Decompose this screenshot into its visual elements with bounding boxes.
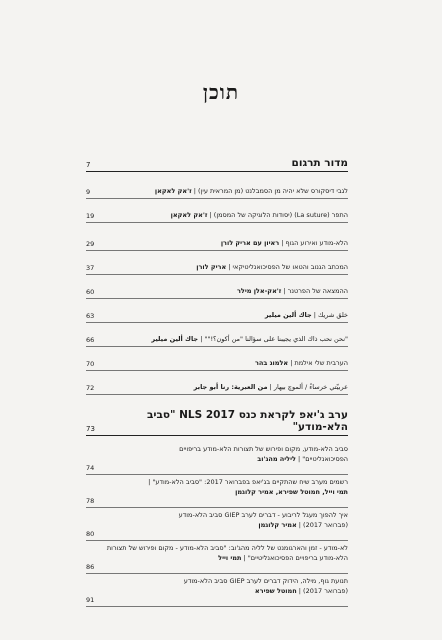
entry-author: אריק לורן <box>196 263 227 271</box>
entry-title: عربيّتي خرساءُ / ألموچ بيهار | <box>269 383 348 391</box>
page-number: 7 <box>86 161 91 169</box>
entry-title: הלא-מודע ואירוע הגוף | <box>281 239 348 247</box>
section-header <box>86 157 348 172</box>
toc-entry[interactable] <box>86 541 348 574</box>
entry-title-line: איך להפוך מעגל לריבוע - דברים לערב GIEP סביב הלא-מודע <box>178 511 348 519</box>
toc-entry[interactable] <box>86 275 348 299</box>
entry-title-line: (פברואר 2017) | <box>298 521 348 529</box>
entry-author: אלמוג בהר <box>255 359 289 367</box>
page-number: 78 <box>86 497 95 505</box>
page-number: 86 <box>86 563 95 571</box>
toc-entry[interactable] <box>86 442 348 475</box>
entry-author: جاك ألين ميلير <box>151 335 199 343</box>
page-number: 60 <box>86 288 95 296</box>
entry-author: ז'אק-אלן מילר <box>236 287 282 295</box>
toc-entry[interactable] <box>86 199 348 223</box>
section-title: ערב ג'יאפ לקראת כנס NLS 2017 "סביב הלא-מודע" <box>146 409 348 433</box>
page-number: 37 <box>86 264 95 272</box>
entry-title-line: סביב הלא-מודע, מקום ופירוש של תצורות הלא-מודע בריפויים <box>179 445 348 453</box>
entry-author: ז'אק לאקאן <box>154 187 192 195</box>
toc-entry[interactable] <box>86 574 348 607</box>
entry-title-line: רשמים מערב שיח שהתקיים בג'יאפ בפברואר 2017: "סביב הלא-מודע" | <box>148 478 348 486</box>
entry-title-line: הפסיכואנליטיים" | <box>298 455 348 463</box>
entry-author: אמיר קלוגמן <box>258 521 297 529</box>
page-number: 74 <box>86 464 95 472</box>
page-number: 70 <box>86 360 95 368</box>
toc-entry[interactable] <box>86 508 348 541</box>
toc-entry[interactable] <box>86 178 348 199</box>
entry-title: הערבית שלי אילמת | <box>290 359 348 367</box>
section-title: מדור תרגום <box>291 157 348 169</box>
entry-author: من العبرية: رنا أبو جابر <box>193 383 268 391</box>
section-header <box>86 409 348 436</box>
toc-entry[interactable] <box>86 299 348 323</box>
entry-title: خلق شريك | <box>313 311 348 319</box>
toc-entry[interactable] <box>86 371 348 395</box>
page-number: 29 <box>86 240 95 248</box>
page-number: 91 <box>86 596 95 604</box>
page-number: 73 <box>86 425 95 433</box>
page-number: 80 <box>86 530 95 538</box>
page-number: 72 <box>86 384 95 392</box>
entry-author: חמוטל שפירא <box>254 587 297 595</box>
entry-title: המכתב הגנוב והטאו של הפסיכואנליטיקאי | <box>228 263 348 271</box>
entry-author: תמי וייל, חמוטל שפירא, אמיר קלוגמן <box>235 488 348 496</box>
entry-title-line: (פברואר 2017) | <box>298 587 348 595</box>
entry-author: ראיון עם אריק לורן <box>220 239 280 247</box>
toc-entry[interactable] <box>86 251 348 275</box>
table-of-contents <box>86 157 348 607</box>
toc-entry[interactable] <box>86 323 348 347</box>
entry-title-line: הלא-מודע בריפויים הפסיכואנליטיים" | <box>243 554 348 562</box>
entry-title-line: לא-מודע - זמן והארגומנט של לליה מהג'וב: "סביב הלא-מודע - מקום ופירוש של תצורות <box>106 544 348 552</box>
entry-title: לגבי דיסקורס שלא יהיה מן הסמבלנט (מן המראית עין) | <box>193 187 348 195</box>
page-number: 66 <box>86 336 95 344</box>
entry-author: ליליה מהג'וב <box>257 455 296 463</box>
page-number: 9 <box>86 188 91 196</box>
entry-title: ההמצאה של הפרטנר | <box>283 287 348 295</box>
toc-entry[interactable] <box>86 475 348 508</box>
entry-author: ז'אק לאקאן <box>170 211 208 219</box>
toc-entry[interactable] <box>86 347 348 371</box>
page-number: 63 <box>86 312 95 320</box>
entry-title: התפר (La suture) (יסודות הלוגיקה של המסמן) | <box>209 211 348 219</box>
toc-entry[interactable] <box>86 223 348 251</box>
entry-author: جاك ألين ميلير <box>264 311 312 319</box>
entry-author: תמי וייל <box>218 554 242 562</box>
page-number: 19 <box>86 212 95 220</box>
entry-title-line: תנועת גוף, מילה, הידוק דברים לערב GIEP סביב הלא-מודע <box>183 577 348 585</box>
page-title: תוכן <box>202 80 240 104</box>
entry-title: "نحن نحب ذاك الذي يجيبنا على سؤالنا "من أكون؟!"" | <box>200 335 348 343</box>
